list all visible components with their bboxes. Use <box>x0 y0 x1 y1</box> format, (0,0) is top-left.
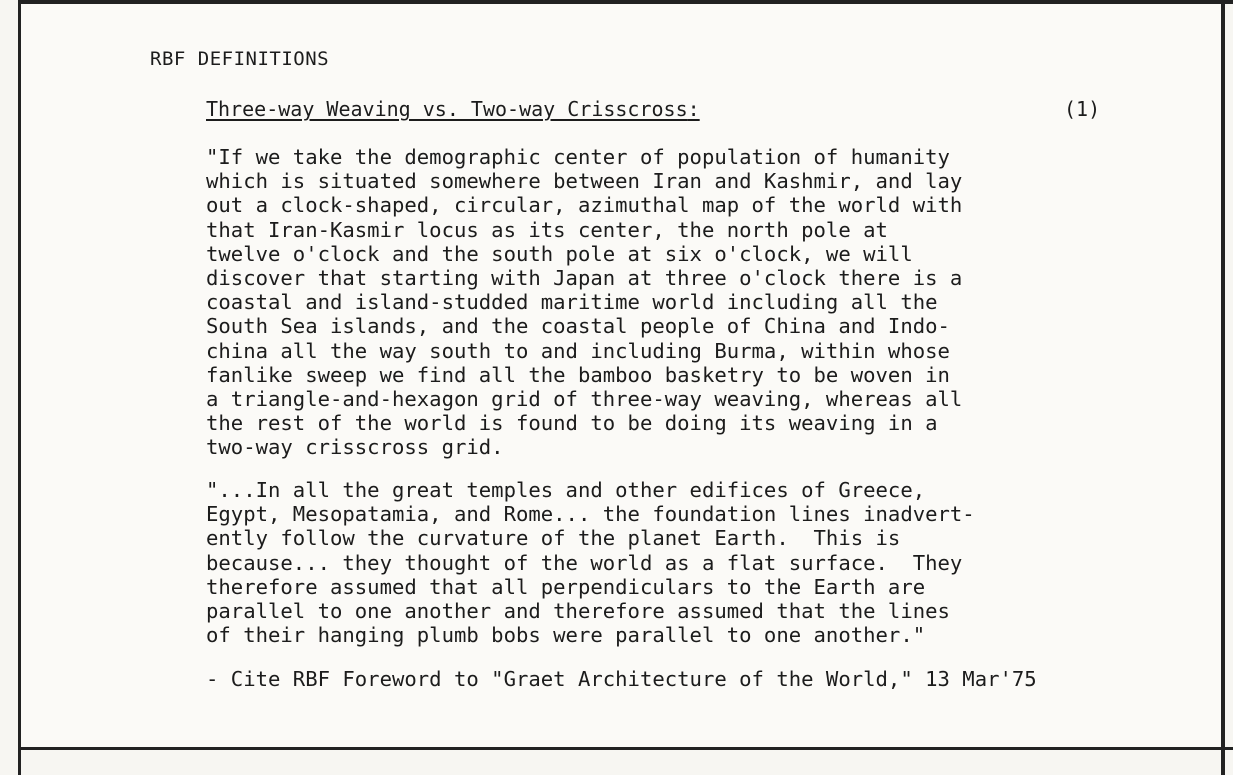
reference-number: (1) <box>1064 97 1101 121</box>
entry-title-colon: : <box>687 97 700 121</box>
entry-title <box>206 97 700 121</box>
citation: - Cite RBF Foreword to "Graet Architecture of the World," 13 Mar'75 <box>206 667 1037 691</box>
document-heading: RBF DEFINITIONS <box>150 48 330 70</box>
card-bottom-border <box>18 747 1233 750</box>
entry-title-text: Three-way Weaving vs. Two-way Crisscross <box>206 97 688 121</box>
quote-paragraph-1: "If we take the demographic center of population of humanity which is situated somewhere between Iran and Kashmir, and lay out a clock-shaped, circular, azimuthal map of the world with that Iran-Kasmir locus as its center, the north pole at twelve o'clock and the south pole at six o'clock, we will discover that starting with Japan at three o'clock there is a coastal and island-studded maritime world including all the South Sea islands, and the coastal people of China and Indo- china all the way south to and including Burma, within whose fanlike sweep we find all the bamboo basketry to be woven in a triangle-and-hexagon grid of three-way weaving, whereas all the rest of the world is found to be doing its weaving in a two-way crisscross grid. <box>206 145 963 460</box>
card-right-border <box>1221 0 1225 775</box>
quote-paragraph-2: "...In all the great temples and other edifices of Greece, Egypt, Mesopatamia, and Rome... the foundation lines inadvert- ently follow the curvature of the planet Earth. This is because... they thought of the world as a flat surface. They therefore assumed that all perpendiculars to the Earth are parallel to one another and therefore assumed that the lines of their hanging plumb bobs were parallel to one another." <box>206 478 975 648</box>
